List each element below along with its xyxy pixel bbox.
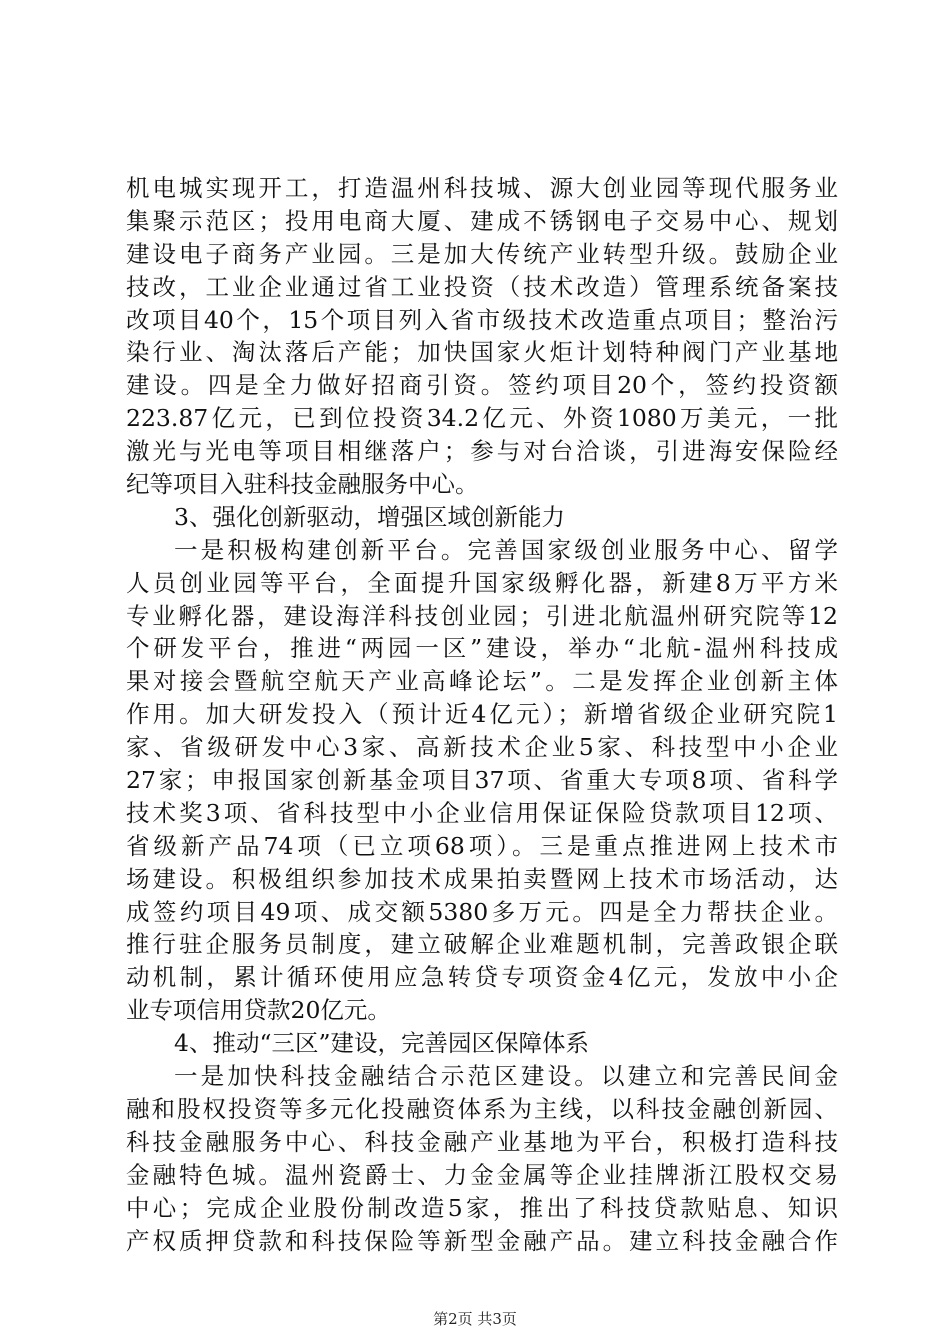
text-line: 融和股权投资等多元化投融资体系为主线，以科技金融创新园、 bbox=[126, 1094, 838, 1123]
text-line: 27家；申报国家创新基金项目37项、省重大专项8项、省科学 bbox=[126, 766, 838, 795]
text-line: 金融特色城。温州瓷爵士、力金金属等企业挂牌浙江股权交易 bbox=[126, 1160, 838, 1189]
text-line: 改项目40个，15个项目列入省市级技术改造重点项目；整治污 bbox=[126, 305, 838, 334]
text-line: 个研发平台，推进“两园一区”建设，举办“北航-温州科技成 bbox=[126, 634, 838, 663]
text-line: 人员创业园等平台，全面提升国家级孵化器，新建8万平方米 bbox=[126, 568, 838, 597]
text-line: 建设电子商务产业园。三是加大传统产业转型升级。鼓励企业 bbox=[126, 239, 838, 268]
text-line: 机电城实现开工，打造温州科技城、源大创业园等现代服务业 bbox=[126, 174, 838, 202]
section-heading: 4、推动“三区”建设，完善园区保障体系 bbox=[174, 1029, 589, 1058]
text-line: 成签约项目49项、成交额5380多万元。四是全力帮扶企业。 bbox=[126, 897, 838, 926]
page-number: 第2页 共3页 bbox=[433, 1310, 517, 1328]
paragraph-first-line: 一是积极构建创新平台。完善国家级创业服务中心、留学 bbox=[174, 535, 838, 564]
text-line: 染行业、淘汰落后产能；加快国家火炬计划特种阀门产业基地 bbox=[126, 338, 838, 367]
text-line: 建设。四是全力做好招商引资。签约项目20个，签约投资额 bbox=[126, 371, 838, 400]
text-line: 作用。加大研发投入（预计近4亿元）；新增省级企业研究院1 bbox=[126, 700, 838, 729]
text-line: 223.87亿元，已到位投资34.2亿元、外资1080万美元，一批 bbox=[126, 404, 838, 433]
text-line: 激光与光电等项目相继落户；参与对台洽谈，引进海安保险经 bbox=[126, 437, 838, 466]
text-line: 家、省级研发中心3家、高新技术企业5家、科技型中小企业 bbox=[126, 733, 838, 762]
text-line: 产权质押贷款和科技保险等新型金融产品。建立科技金融合作 bbox=[126, 1226, 838, 1255]
text-line: 推行驻企服务员制度，建立破解企业难题机制，完善政银企联 bbox=[126, 930, 838, 959]
text-line: 场建设。积极组织参加技术成果拍卖暨网上技术市场活动，达 bbox=[126, 864, 838, 893]
section-heading: 3、强化创新驱动，增强区域创新能力 bbox=[174, 502, 565, 531]
text-line: 果对接会暨航空航天产业高峰论坛”。二是发挥企业创新主体 bbox=[126, 667, 838, 696]
text-line: 业专项信用贷款20亿元。 bbox=[126, 996, 391, 1025]
paragraph-first-line: 一是加快科技金融结合示范区建设。以建立和完善民间金 bbox=[174, 1062, 838, 1091]
text-line: 集聚示范区；投用电商大厦、建成不锈钢电子交易中心、规划 bbox=[126, 206, 838, 235]
document-body bbox=[126, 172, 838, 1257]
text-line: 专业孵化器，建设海洋科技创业园；引进北航温州研究院等12 bbox=[126, 601, 838, 630]
text-line: 省级新产品74项（已立项68项）。三是重点推进网上技术市 bbox=[126, 831, 838, 860]
text-line: 技术奖3项、省科技型中小企业信用保证保险贷款项目12项、 bbox=[126, 798, 838, 827]
text-line: 动机制，累计循环使用应急转贷专项资金4亿元，发放中小企 bbox=[126, 963, 838, 992]
page-footer bbox=[0, 1308, 950, 1329]
text-line: 纪等项目入驻科技金融服务中心。 bbox=[126, 470, 479, 499]
text-line: 中心；完成企业股份制改造5家，推出了科技贷款贴息、知识 bbox=[126, 1193, 838, 1222]
text-line: 科技金融服务中心、科技金融产业基地为平台，积极打造科技 bbox=[126, 1127, 838, 1156]
text-line: 技改，工业企业通过省工业投资（技术改造）管理系统备案技 bbox=[126, 272, 838, 301]
